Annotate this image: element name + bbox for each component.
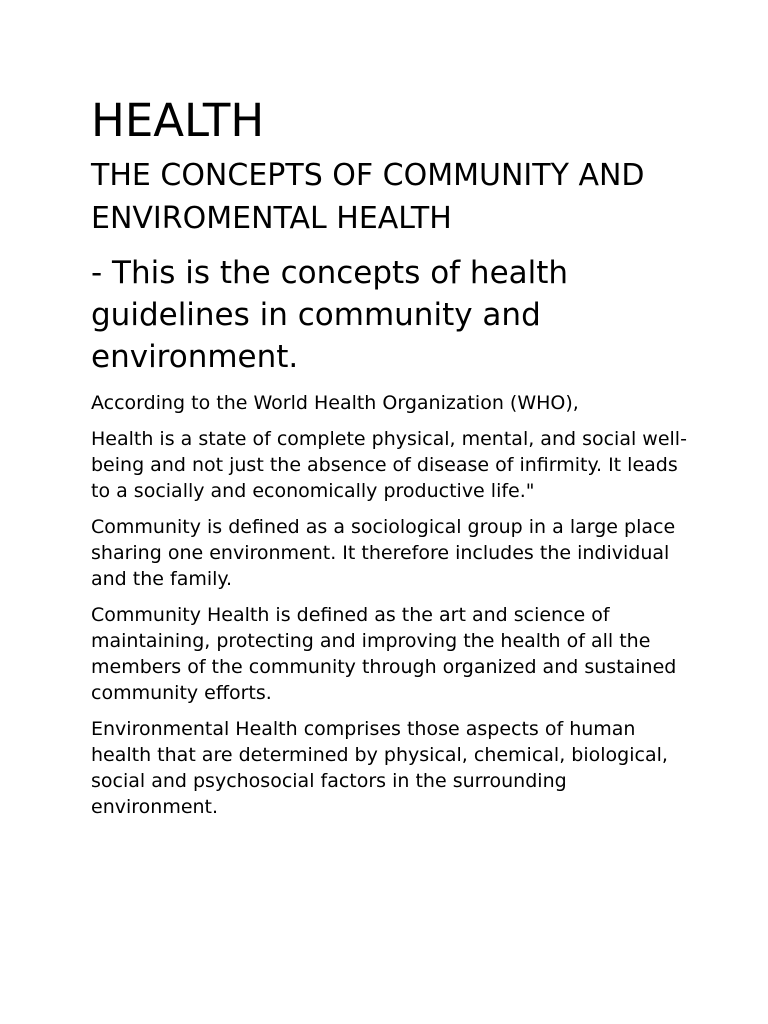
document-subtitle: THE CONCEPTS OF COMMUNITY AND ENVIROMENTAL HEALTH xyxy=(91,158,645,236)
environmental-health-definition-paragraph: Environmental Health comprises those aspects of human health that are determined by physical, chemical, biological, social and psychosocial factors in the surrounding environment. xyxy=(91,718,668,818)
community-health-definition-paragraph: Community Health is defined as the art and science of maintaining, protecting and improving the health of all the members of the community through organized and sustained community efforts. xyxy=(91,604,677,704)
document-page xyxy=(91,96,691,830)
lead-statement: - This is the concepts of health guidelines in community and environment. xyxy=(91,255,569,375)
who-reference-paragraph: According to the World Health Organization (WHO), xyxy=(91,392,579,414)
health-definition-paragraph: Health is a state of complete physical, mental, and social well-being and not just the absence of disease of infirmity. It leads to a socially and economically productive life." xyxy=(91,428,687,502)
community-definition-paragraph: Community is defined as a sociological group in a large place sharing one environment. It therefore includes the individual and the family. xyxy=(91,516,676,590)
document-title: HEALTH xyxy=(91,94,265,147)
